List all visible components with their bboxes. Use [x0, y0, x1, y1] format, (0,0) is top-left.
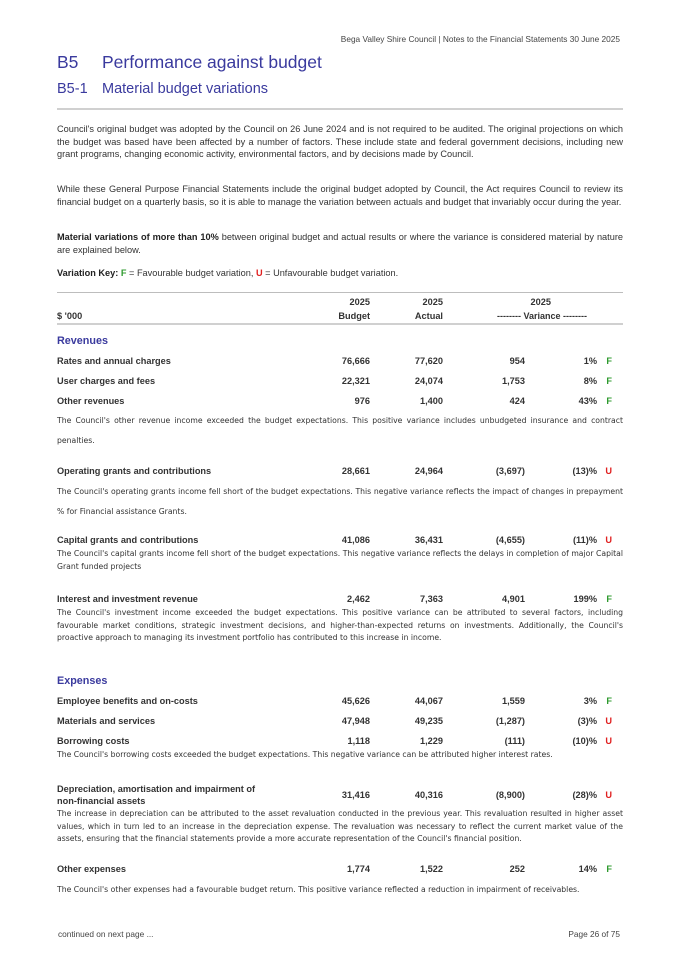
variance-note: The Council's operating grants income fell short of the budget expectations. This negative variance reflects the impact of changes in prepayment % for Financial assistance Grants. — [57, 487, 623, 516]
intro-paragraph-3: Material variations of more than 10% between original budget and actual results or where the variance is considered material by nature are explained below. — [57, 232, 623, 255]
table-row: User charges and fees 22,321 24,074 1,753 8% F — [57, 376, 612, 386]
variance-note: The Council's capital grants income fell short of the budget expectations. This negative variance reflects the delays in completion of major Capital Grant funded projects — [57, 549, 623, 571]
col-actual-year: 2025 — [422, 297, 443, 307]
variance-note: The Council's other revenue income exceeded the budget expectations. This positive variance includes unbudgeted insurance and contract penalties. — [57, 416, 623, 445]
table-row: Interest and investment revenue 2,462 7,363 4,901 199% F — [57, 594, 612, 604]
unit-label: $ '000 — [57, 311, 83, 321]
variance-note: The Council's investment income exceeded the budget expectations. This positive variance can be attributed to several factors, including favourable market conditions, strategic investment decisions, and higher-than-expected returns on investments. Additionally, the Council's proactive approach to managing its investment portfolio has contributed to this increase in income. — [57, 608, 623, 642]
variance-note: The Council's borrowing costs exceeded the budget expectations. This negative variance can be attributed higher interest rates. — [57, 750, 553, 759]
table-row: Borrowing costs 1,118 1,229 (111) (10)% U — [57, 736, 612, 746]
favourable-flag: F — [606, 356, 612, 366]
subsection-title: Material budget variations — [102, 81, 269, 97]
unfavourable-flag: U — [605, 716, 612, 726]
table-row: Employee benefits and on-costs 45,626 44,067 1,559 3% F — [57, 696, 612, 706]
intro-paragraph-1: Council's original budget was adopted by the Council on 26 June 2024 and is not required to be audited. The original projections on which the budget was based have been affected by a number of factors. These include state and federal government decisions, including new grant programs, changing economic activity, environmental factors, and by decisions made by Council. — [57, 124, 623, 160]
unfavourable-flag: U — [605, 790, 612, 800]
section-heading — [57, 52, 322, 73]
unfavourable-flag: U — [605, 535, 612, 545]
variation-key-label: Variation Key: — [57, 268, 119, 278]
table-row: Materials and services 47,948 49,235 (1,287) (3)% U — [57, 716, 612, 726]
unfavourable-flag: U — [605, 736, 612, 746]
variance-note: The increase in depreciation can be attributed to the asset revaluation conducted in the previous year. This revaluation resulted in higher asset values, which in turn led to an increase in the depreciation expense. The revaluation was necessary to reflect the current market value of the assets, ensuring that the financial statements provide a more accurate representation of the Council's financial position. — [57, 809, 623, 843]
subsection-number: B5-1 — [57, 81, 88, 97]
favourable-flag: F — [606, 376, 612, 386]
favourable-flag: F — [606, 696, 612, 706]
heading-divider — [57, 108, 623, 110]
col-variance-year: 2025 — [530, 297, 551, 307]
revenues-heading: Revenues — [57, 335, 109, 347]
subsection-heading — [57, 81, 268, 97]
table-header-rule — [57, 323, 623, 325]
col-budget-label: Budget — [338, 311, 370, 321]
variation-key: Variation Key: F = Favourable budget variation, U = Unfavourable budget variation. — [57, 268, 399, 278]
variance-note: The Council's other expenses had a favourable budget return. This positive variance reflected a reduction in impairment of receivables. — [57, 885, 580, 894]
page-number: Page 26 of 75 — [568, 929, 620, 939]
table-row: Rates and annual charges 76,666 77,620 954 1% F — [57, 356, 612, 366]
page-header: Bega Valley Shire Council | Notes to the Financial Statements 30 June 2025 — [340, 34, 620, 44]
col-budget-year: 2025 — [349, 297, 370, 307]
table-row: Depreciation, amortisation and impairment of non-financial assets 31,416 40,316 (8,900) (28)% U — [57, 784, 612, 806]
favourable-flag: F — [606, 864, 612, 874]
table-row: Operating grants and contributions 28,661 24,964 (3,697) (13)% U — [57, 466, 612, 476]
unfavourable-flag: U — [605, 466, 612, 476]
favourable-key: F — [120, 268, 127, 278]
continued-notice: continued on next page ... — [58, 929, 154, 939]
table-top-rule — [57, 292, 623, 293]
materiality-threshold: Material variations of more than 10% — [57, 232, 219, 242]
expenses-heading: Expenses — [57, 675, 108, 687]
section-title: Performance against budget — [102, 52, 322, 72]
col-actual-label: Actual — [414, 311, 443, 321]
favourable-flag: F — [606, 396, 612, 406]
table-row: Other revenues 976 1,400 424 43% F — [57, 396, 612, 406]
table-row: Other expenses 1,774 1,522 252 14% F — [57, 864, 612, 874]
col-variance-label: -------- Variance -------- — [497, 311, 587, 321]
section-number: B5 — [57, 52, 79, 72]
intro-paragraph-2: While these General Purpose Financial Statements include the original budget adopted by Council, the Act requires Council to review its financial budget on a quarterly basis, so it is able to manage the variation between actuals and budget that invariably occur during the year. — [57, 184, 623, 207]
unfavourable-key: U — [255, 268, 263, 278]
table-row: Capital grants and contributions 41,086 36,431 (4,655) (11)% U — [57, 535, 612, 545]
favourable-flag: F — [606, 594, 612, 604]
